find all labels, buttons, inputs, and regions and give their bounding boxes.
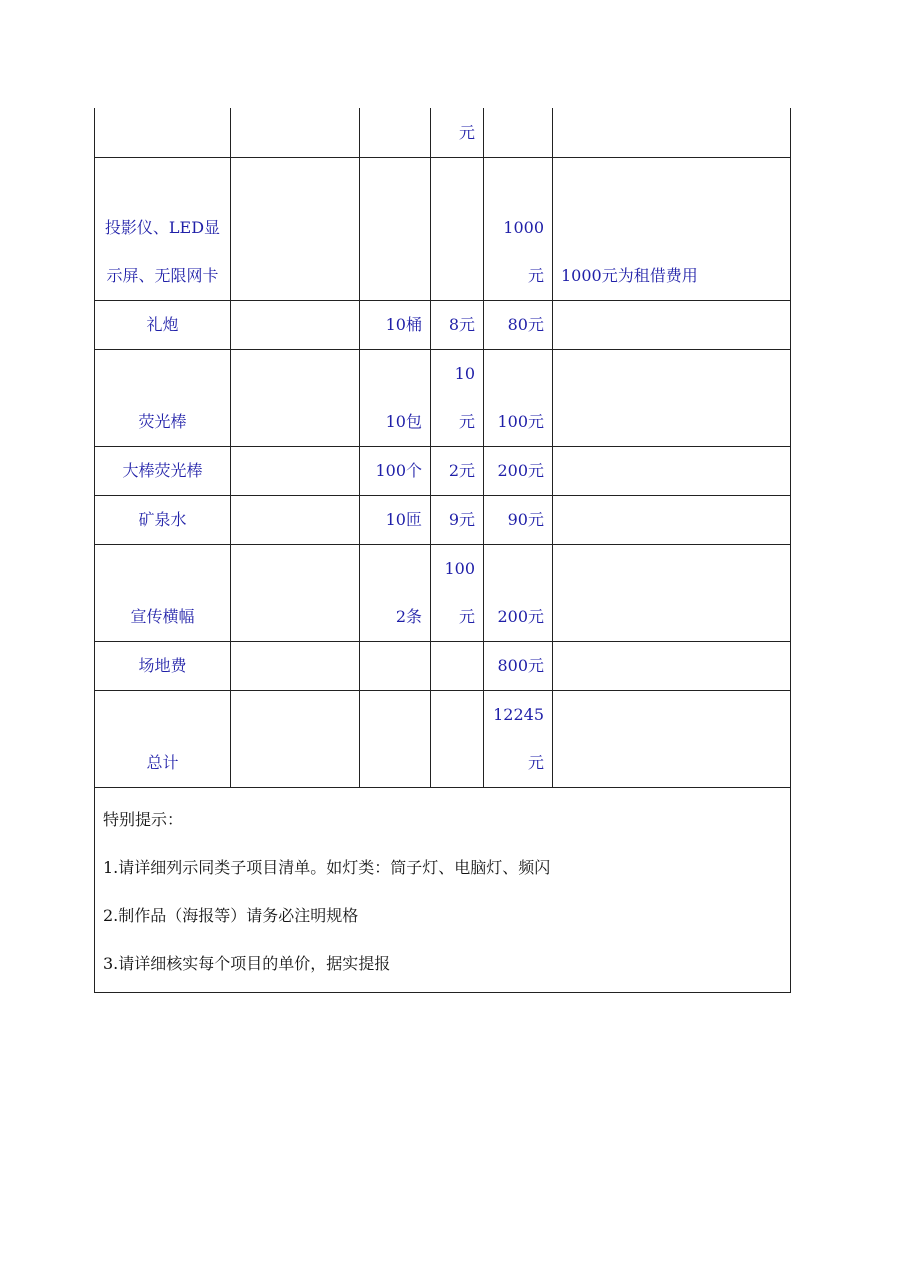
note-cell	[553, 300, 791, 349]
note-cell	[553, 641, 791, 690]
unit-price-cell: 9元	[431, 495, 484, 544]
unit-price-cell: 100元	[431, 544, 484, 641]
unit-price-cell	[431, 690, 484, 787]
total-cell: 200元	[484, 544, 553, 641]
item-name-cell	[95, 108, 231, 157]
table-row	[95, 495, 791, 544]
item-name-cell: 总计	[95, 690, 231, 787]
spec-cell	[231, 690, 360, 787]
note-cell	[553, 495, 791, 544]
notes-heading: 特别提示：	[103, 809, 184, 829]
note-item: 1.请详细列示同类子项目清单。如灯类：筒子灯、电脑灯、频闪	[103, 857, 551, 877]
total-cell	[484, 108, 553, 157]
spec-cell	[231, 349, 360, 446]
quantity-cell: 10包	[360, 349, 431, 446]
quantity-cell: 10桶	[360, 300, 431, 349]
spec-cell	[231, 108, 360, 157]
note-cell	[553, 108, 791, 157]
quantity-cell	[360, 108, 431, 157]
note-cell	[553, 446, 791, 495]
unit-price-cell: 2元	[431, 446, 484, 495]
table-row	[95, 544, 791, 641]
spec-cell	[231, 641, 360, 690]
unit-price-cell: 8元	[431, 300, 484, 349]
total-cell: 90元	[484, 495, 553, 544]
notes-row	[95, 787, 791, 992]
quantity-cell	[360, 157, 431, 300]
special-notes-cell	[95, 787, 791, 992]
spec-cell	[231, 446, 360, 495]
total-cell: 800元	[484, 641, 553, 690]
item-name-cell: 矿泉水	[95, 495, 231, 544]
total-cell: 12245元	[484, 690, 553, 787]
note-cell: 1000元为租借费用	[553, 157, 791, 300]
spec-cell	[231, 495, 360, 544]
quantity-cell: 10匝	[360, 495, 431, 544]
spec-cell	[231, 157, 360, 300]
quantity-cell: 100个	[360, 446, 431, 495]
item-name-cell: 礼炮	[95, 300, 231, 349]
table-row	[95, 108, 791, 157]
total-cell: 1000元	[484, 157, 553, 300]
spec-cell	[231, 544, 360, 641]
note-cell	[553, 349, 791, 446]
total-cell: 100元	[484, 349, 553, 446]
note-cell	[553, 690, 791, 787]
item-name-cell: 投影仪、LED显示屏、无限网卡	[95, 157, 231, 300]
item-name-cell: 宣传横幅	[95, 544, 231, 641]
quantity-cell	[360, 690, 431, 787]
budget-table	[94, 108, 791, 993]
unit-price-cell: 10元	[431, 349, 484, 446]
table-row	[95, 641, 791, 690]
total-cell: 80元	[484, 300, 553, 349]
total-cell: 200元	[484, 446, 553, 495]
table-row	[95, 157, 791, 300]
note-item: 2.制作品（海报等）请务必注明规格	[103, 905, 359, 925]
item-name-cell: 大棒荧光棒	[95, 446, 231, 495]
quantity-cell	[360, 641, 431, 690]
spec-cell	[231, 300, 360, 349]
unit-price-cell	[431, 157, 484, 300]
note-item: 3.请详细核实每个项目的单价，据实提报	[103, 953, 391, 973]
unit-price-cell	[431, 641, 484, 690]
table-row	[95, 300, 791, 349]
table-row	[95, 349, 791, 446]
table-row	[95, 446, 791, 495]
table-row	[95, 690, 791, 787]
unit-price-cell: 元	[431, 108, 484, 157]
item-name-cell: 场地费	[95, 641, 231, 690]
quantity-cell: 2条	[360, 544, 431, 641]
item-name-cell: 荧光棒	[95, 349, 231, 446]
note-cell	[553, 544, 791, 641]
